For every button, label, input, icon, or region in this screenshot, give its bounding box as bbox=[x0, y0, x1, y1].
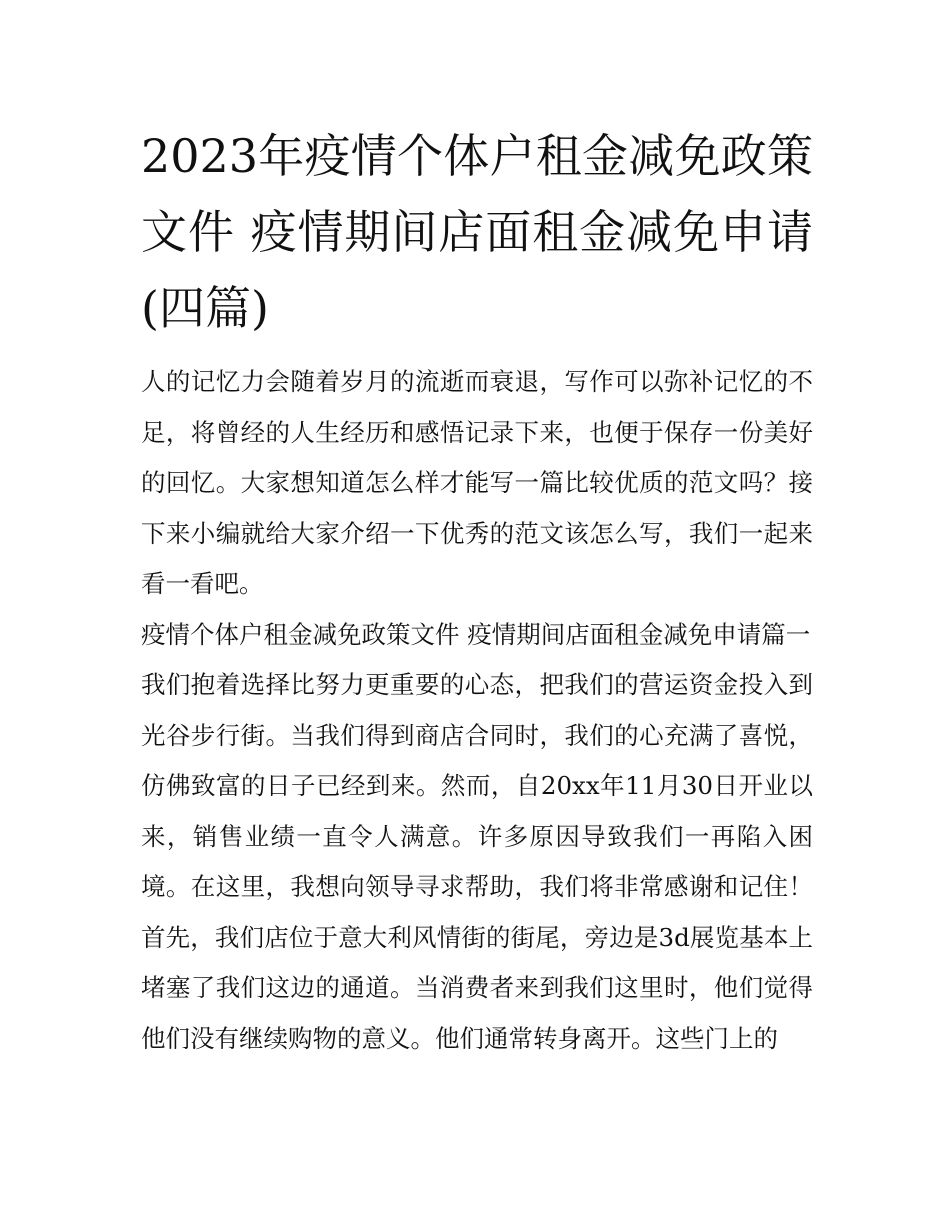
body-paragraph: 我们抱着选择比努力更重要的心态，把我们的营运资金投入到光谷步行街。当我们得到商店合同时，我们的心充满了喜悦，仿佛致富的日子已经到来。然而，自20xx年11月30日开业以来，销售业绩一直令人满意。许多原因导致我们一再陷入困境。在这里，我想向领导寻求帮助，我们将非常感谢和记住！首先，我们店位于意大利风情街的街尾，旁边是3d展览基本上堵塞了我们这边的通道。当消费者来到我们这里时，他们觉得他们没有继续购物的意义。他们通常转身离开。这些门上的 bbox=[141, 670, 813, 1053]
section-heading: 疫情个体户租金减免政策文件 疫情期间店面租金减免申请篇一 bbox=[141, 619, 811, 649]
title-spacer bbox=[141, 346, 813, 357]
document-content bbox=[141, 118, 813, 1064]
intro-paragraph: 人的记忆力会随着岁月的流逝而衰退，写作可以弥补记忆的不足，将曾经的人生经历和感悟记录下来，也便于保存一份美好的回忆。大家想知道怎么样才能写一篇比较优质的范文吗？接下来小编就给大家介绍一下优秀的范文该怎么写，我们一起来看一看吧。 bbox=[141, 367, 813, 598]
document-title: 2023年疫情个体户租金减免政策文件 疫情期间店面租金减免申请(四篇) bbox=[141, 129, 813, 335]
